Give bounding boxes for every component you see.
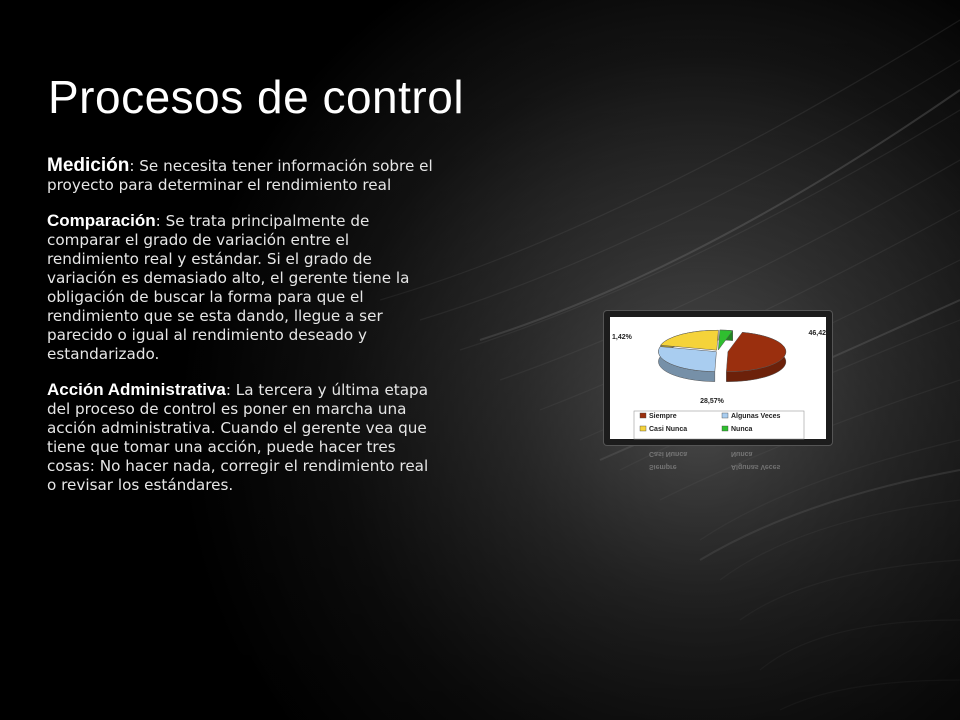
legend-swatch [722,413,728,418]
reflection-label: Siempre [649,463,677,470]
reflection-label: Casi Nunca [649,450,688,457]
text-medicion: : Se necesita tener información sobre el proyecto para determinar el rendimiento real [47,157,433,194]
pie-chart [604,311,832,445]
paragraph-comparacion [47,211,439,364]
term-medicion: Medición [47,155,130,176]
paragraph-medicion [47,156,439,195]
reflection-legend [649,450,781,470]
text-accion-administrativa: : La tercera y última etapa del proceso de control es poner en marcha una acción administrativa. Cuando el gerente vea que tiene que tomar una acción, puede hacer tres cosas: No hacer nada, corregir el rendimiento real o revisar los estándares. [47,381,429,494]
term-comparacion: Comparación [47,211,156,230]
slide-title: Procesos de control [48,71,465,123]
legend-label: Casi Nunca [649,426,688,433]
reflection-label: Algunas Veces [731,463,781,470]
legend-swatch [640,426,646,431]
chart-legend [634,411,804,439]
legend-label: Nunca [731,426,753,433]
pie-chart-image [604,311,832,445]
pie-value-label: 46,42 [808,330,826,337]
paragraph-accion-administrativa [47,380,439,495]
slide-body [47,156,439,511]
legend-swatch [722,426,728,431]
legend-swatch [640,413,646,418]
reflection-label: Nunca [731,450,753,457]
legend-label: Siempre [649,413,677,420]
chart-reflection [604,447,832,487]
pie-value-label: 28,57% [700,398,724,405]
legend-label: Algunas Veces [731,413,781,420]
text-comparacion: : Se trata principalmente de comparar el grado de variación entre el rendimiento real y estándar. Si el grado de variación es demasiado alto, el gerente tiene la obligación de buscar la forma para que el rendimiento que se esta dando, llegue a ser parecido o igual al rendimiento deseado y estandarizado. [47,212,410,363]
chart-reflection-graphic [604,447,832,487]
pie-value-label: 1,42% [612,334,632,341]
term-accion-administrativa: Acción Administrativa [47,380,226,399]
